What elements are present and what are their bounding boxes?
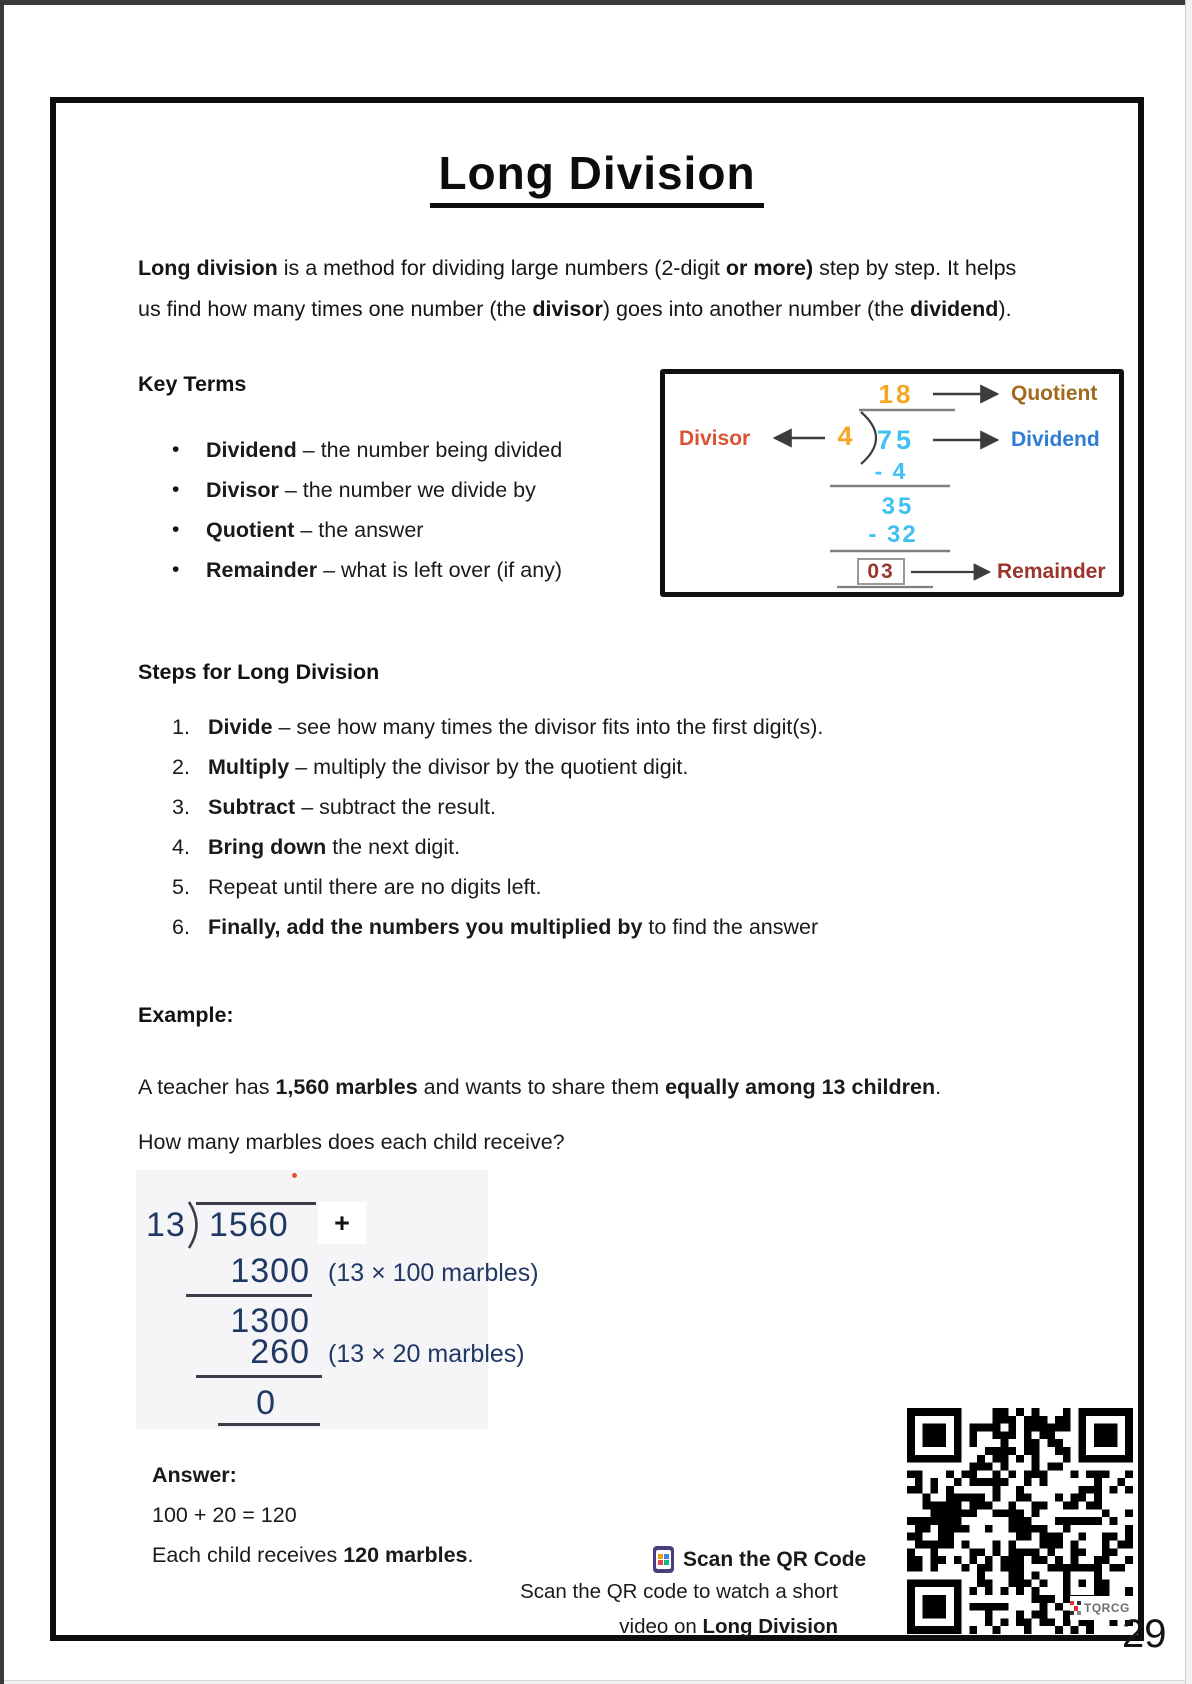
key-term-text: Divisor – the number we divide by <box>206 477 536 502</box>
scan-cta-row <box>653 1546 866 1573</box>
diagram-remainder-value: 03 <box>857 558 905 585</box>
diagram-divisor-value: 4 <box>837 421 853 451</box>
step-number: 6. <box>172 914 190 939</box>
step-text: Multiply – multiply the divisor by the quotient digit. <box>208 754 689 779</box>
list-item <box>172 787 1102 827</box>
step-number: 4. <box>172 834 190 859</box>
step-text: Bring down the next digit. <box>208 834 461 859</box>
worked-note-2: (13 × 20 marbles) <box>328 1340 525 1368</box>
subtraction-line <box>196 1375 322 1378</box>
qr-logo-icon <box>1070 1601 1081 1615</box>
worked-subtrahend-1: 1300 <box>230 1252 310 1290</box>
list-item <box>172 470 672 510</box>
list-item <box>172 707 1102 747</box>
key-term-text: Dividend – the number being divided <box>206 437 563 462</box>
list-item <box>172 550 672 590</box>
worked-note-1: (13 × 100 marbles) <box>328 1259 539 1287</box>
division-diagram <box>660 369 1124 597</box>
list-item <box>172 907 1102 947</box>
bullet-icon <box>172 518 206 542</box>
step-text: Subtract – subtract the result. <box>208 794 496 819</box>
worked-division-figure <box>136 1170 539 1429</box>
step-number: 2. <box>172 754 190 779</box>
list-item <box>172 747 1102 787</box>
qr-logo-text: TQRCG <box>1084 1601 1130 1615</box>
answer-heading: Answer: <box>152 1463 237 1487</box>
phone-qr-icon <box>653 1546 674 1573</box>
steps-list <box>172 707 1102 947</box>
diagram-work-row: - 4 <box>874 458 908 484</box>
division-bracket <box>186 1201 206 1251</box>
page-title: Long Division <box>430 146 763 208</box>
window-top-edge <box>0 0 1186 5</box>
step-text: Repeat until there are no digits left. <box>208 874 542 899</box>
list-item <box>172 510 672 550</box>
worksheet-page <box>50 97 1144 1641</box>
diagram-quotient-label: Quotient <box>1011 382 1098 405</box>
page-number: 29 <box>1122 1612 1167 1656</box>
diagram-quotient-value: 18 <box>878 379 914 409</box>
diagram-work-row: - 32 <box>868 521 918 548</box>
list-item <box>172 430 672 470</box>
step-number: 3. <box>172 794 190 819</box>
steps-heading: Steps for Long Division <box>138 660 380 684</box>
answer-sentence: Each child receives 120 marbles. <box>152 1543 474 1567</box>
stray-mark <box>292 1173 297 1178</box>
subtraction-line <box>218 1423 320 1426</box>
scan-caption-line2: video on Long Division <box>619 1615 838 1638</box>
worked-divisor: 13 <box>146 1206 186 1244</box>
bullet-icon <box>172 478 206 502</box>
step-number: 1. <box>172 714 190 739</box>
diagram-dividend-label: Dividend <box>1011 428 1100 451</box>
worked-subtrahend-2: 260 <box>250 1333 310 1371</box>
subtraction-line <box>186 1294 312 1297</box>
key-terms-list <box>172 430 672 590</box>
example-problem: A teacher has 1,560 marbles and wants to share them equally among 13 children. <box>138 1074 942 1099</box>
list-item <box>172 827 1102 867</box>
plus-sign: + <box>318 1202 366 1244</box>
window-right-edge <box>1185 0 1192 1684</box>
answer-sum: 100 + 20 = 120 <box>152 1503 297 1527</box>
title-row <box>56 146 1138 208</box>
window-bottom-edge <box>0 1680 1192 1684</box>
key-terms-heading: Key Terms <box>138 372 247 396</box>
diagram-remainder-label: Remainder <box>997 560 1106 583</box>
division-overbar <box>196 1202 316 1205</box>
list-item <box>172 867 1102 907</box>
bullet-icon <box>172 558 206 582</box>
step-text: Finally, add the numbers you multiplied by to find the answer <box>208 914 819 939</box>
worked-dividend: 1560 <box>209 1206 289 1244</box>
bullet-icon <box>172 438 206 462</box>
intro-paragraph: Long division is a method for dividing large numbers (2-digit or more) step by step. It helps us find how many times one number (the divisor) goes into another number (the dividend). <box>138 255 1017 321</box>
scan-caption-line1: Scan the QR code to watch a short <box>520 1580 838 1603</box>
key-term-text: Quotient – the answer <box>206 517 424 542</box>
window-left-edge <box>0 0 4 1684</box>
step-number: 5. <box>172 874 190 899</box>
worked-difference-1: 1300 <box>230 1302 310 1340</box>
diagram-work-row: 35 <box>881 493 915 520</box>
example-heading: Example: <box>138 1003 234 1027</box>
diagram-dividend-value: 75 <box>876 425 916 455</box>
scan-cta-text: Scan the QR Code <box>683 1547 867 1571</box>
diagram-divisor-label: Divisor <box>679 427 751 450</box>
example-question: How many marbles does each child receive? <box>138 1130 565 1154</box>
key-term-text: Remainder – what is left over (if any) <box>206 557 563 582</box>
step-text: Divide – see how many times the divisor fits into the first digit(s). <box>208 714 824 739</box>
worked-result: 0 <box>256 1384 276 1422</box>
